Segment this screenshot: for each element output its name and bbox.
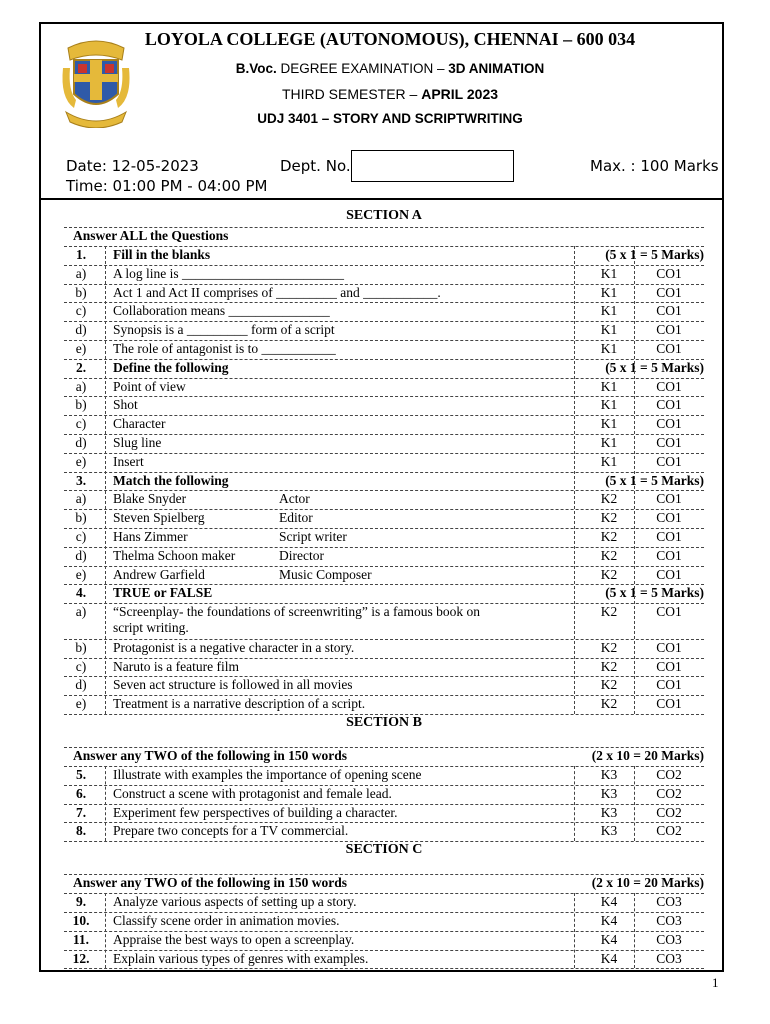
instruction-text: Answer ALL the Questions bbox=[73, 228, 229, 243]
column-rule bbox=[574, 766, 575, 841]
marks-allocation: (2 x 10 = 20 Marks) bbox=[591, 748, 704, 763]
course-outcome: CO2 bbox=[656, 804, 682, 820]
section_c-title: SECTION C bbox=[345, 842, 423, 858]
knowledge-level: K1 bbox=[600, 265, 618, 281]
item-text: Slug line bbox=[113, 435, 162, 450]
item-letter: c) bbox=[75, 658, 87, 674]
question-number: 12. bbox=[72, 950, 90, 966]
course-outcome: CO3 bbox=[656, 913, 682, 928]
item-text: Prepare two concepts for a TV commercial. bbox=[113, 823, 349, 839]
marks-allocation: (5 x 1 = 5 Marks) bbox=[605, 247, 704, 262]
knowledge-level: K1 bbox=[600, 341, 618, 356]
item-text: Collaboration means _______________ bbox=[113, 303, 330, 319]
item-text: Seven act structure is followed in all movies bbox=[113, 677, 353, 693]
knowledge-level: K2 bbox=[600, 639, 618, 655]
question-number: 5. bbox=[75, 767, 87, 782]
page-number: 1 bbox=[712, 975, 719, 990]
knowledge-level: K1 bbox=[600, 322, 618, 338]
question-group-title: Fill in the blanks bbox=[113, 247, 211, 262]
column-rule bbox=[574, 893, 575, 968]
item-letter: a) bbox=[75, 378, 87, 394]
course-outcome: CO1 bbox=[656, 566, 682, 582]
question-number: 11. bbox=[72, 931, 90, 947]
course-outcome: CO3 bbox=[656, 894, 682, 910]
question-number: 8. bbox=[75, 823, 87, 839]
course-outcome: CO1 bbox=[656, 658, 682, 674]
course-title: UDJ 3401 – STORY AND SCRIPTWRITING bbox=[257, 111, 523, 126]
item-text: The role of antagonist is to ___________ bbox=[113, 341, 336, 356]
item-letter: a) bbox=[75, 265, 87, 281]
column-rule bbox=[634, 246, 635, 714]
knowledge-level: K2 bbox=[600, 604, 618, 620]
question-group-title: Match the following bbox=[113, 472, 229, 488]
question-number: 10. bbox=[72, 913, 90, 928]
max-marks: Max. : 100 Marks bbox=[590, 157, 719, 175]
item-text: Hans Zimmer bbox=[113, 529, 188, 544]
knowledge-level: K1 bbox=[600, 397, 618, 413]
course-outcome: CO1 bbox=[656, 510, 682, 526]
knowledge-level: K3 bbox=[600, 785, 618, 801]
marks-allocation: (2 x 10 = 20 Marks) bbox=[591, 875, 704, 891]
knowledge-level: K2 bbox=[600, 491, 618, 507]
question-number: 6. bbox=[75, 785, 87, 801]
course-outcome: CO1 bbox=[656, 696, 682, 712]
knowledge-level: K4 bbox=[600, 931, 618, 947]
question-group-title: Define the following bbox=[113, 359, 229, 375]
course-outcome: CO1 bbox=[656, 604, 682, 620]
instruction-text: Answer any TWO of the following in 150 words bbox=[73, 875, 348, 891]
knowledge-level: K2 bbox=[600, 529, 618, 544]
item-text: Character bbox=[113, 416, 166, 432]
column-rule bbox=[634, 893, 635, 968]
item-letter: b) bbox=[75, 397, 87, 413]
item-text: Protagonist is a negative character in a story. bbox=[113, 639, 355, 655]
instruction-text: Answer any TWO of the following in 150 words bbox=[73, 748, 348, 763]
item-letter: e) bbox=[75, 453, 87, 469]
section_b-title: SECTION B bbox=[346, 715, 422, 730]
item-text: Steven Spielberg bbox=[113, 510, 205, 526]
course-outcome: CO1 bbox=[656, 639, 682, 655]
item-text: Synopsis is a _________ form of a script bbox=[113, 322, 335, 338]
question-number: 2. bbox=[75, 359, 87, 375]
match-option: Director bbox=[279, 547, 324, 563]
question-number: 4. bbox=[75, 585, 87, 601]
course-outcome: CO1 bbox=[656, 303, 682, 319]
header-divider bbox=[39, 198, 724, 200]
knowledge-level: K1 bbox=[600, 453, 618, 469]
course-outcome: CO1 bbox=[656, 284, 682, 300]
column-rule bbox=[634, 766, 635, 841]
exam-time: Time: 01:00 PM - 04:00 PM bbox=[66, 177, 268, 195]
knowledge-level: K1 bbox=[600, 378, 618, 394]
course-outcome: CO1 bbox=[656, 547, 682, 563]
knowledge-level: K2 bbox=[600, 510, 618, 526]
exam-kind: DEGREE EXAMINATION – bbox=[276, 61, 449, 76]
item-letter: c) bbox=[75, 303, 87, 319]
knowledge-level: K3 bbox=[600, 823, 618, 839]
semester-label: THIRD SEMESTER – bbox=[281, 86, 422, 102]
item-letter: b) bbox=[75, 284, 87, 300]
column-rule bbox=[105, 246, 106, 714]
item-letter: c) bbox=[75, 416, 87, 432]
item-letter: a) bbox=[75, 604, 87, 620]
course-outcome: CO3 bbox=[656, 950, 682, 966]
item-text: Insert bbox=[113, 453, 144, 469]
course-outcome: CO1 bbox=[656, 322, 682, 338]
course-outcome: CO1 bbox=[656, 341, 682, 356]
knowledge-level: K2 bbox=[600, 566, 618, 582]
item-letter: b) bbox=[75, 639, 87, 655]
column-rule bbox=[574, 246, 575, 714]
item-text: Experiment few perspectives of building a character. bbox=[113, 804, 398, 820]
item-letter: d) bbox=[75, 322, 87, 338]
knowledge-level: K2 bbox=[600, 696, 618, 712]
item-text: Act 1 and Act II comprises of _________ and ___________. bbox=[113, 284, 441, 300]
item-letter: d) bbox=[75, 547, 87, 563]
item-letter: e) bbox=[75, 341, 87, 356]
item-text: Analyze various aspects of setting up a story. bbox=[113, 894, 357, 910]
question-number: 9. bbox=[75, 894, 87, 910]
knowledge-level: K1 bbox=[600, 284, 618, 300]
question-number: 1. bbox=[75, 247, 87, 262]
course-outcome: CO1 bbox=[656, 435, 682, 450]
item-letter: c) bbox=[75, 529, 87, 544]
exam-program: B.Voc. bbox=[235, 61, 277, 76]
marks-allocation: (5 x 1 = 5 Marks) bbox=[605, 585, 704, 601]
course-outcome: CO1 bbox=[656, 529, 682, 544]
course-outcome: CO1 bbox=[656, 453, 682, 469]
item-text: Blake Snyder bbox=[113, 491, 187, 507]
item-text: Construct a scene with protagonist and female lead. bbox=[113, 785, 392, 801]
marks-allocation: (5 x 1 = 5 Marks) bbox=[605, 472, 704, 488]
knowledge-level: K2 bbox=[600, 658, 618, 674]
item-letter: d) bbox=[75, 435, 87, 450]
marks-allocation: (5 x 1 = 5 Marks) bbox=[605, 359, 704, 375]
knowledge-level: K4 bbox=[600, 950, 618, 966]
item-text: Shot bbox=[113, 397, 138, 413]
course-outcome: CO1 bbox=[656, 265, 682, 281]
match-option: Music Composer bbox=[279, 566, 372, 582]
knowledge-level: K2 bbox=[600, 547, 618, 563]
match-option: Script writer bbox=[279, 529, 347, 544]
knowledge-level: K1 bbox=[600, 303, 618, 319]
exam-title bbox=[110, 61, 670, 77]
course-outcome: CO1 bbox=[656, 397, 682, 413]
course-outcome: CO1 bbox=[656, 677, 682, 693]
column-rule bbox=[105, 893, 106, 968]
course-outcome: CO2 bbox=[656, 823, 682, 839]
course-outcome: CO1 bbox=[656, 416, 682, 432]
semester-line bbox=[110, 86, 670, 102]
knowledge-level: K3 bbox=[600, 804, 618, 820]
item-text-continued: script writing. bbox=[113, 620, 189, 635]
item-text: Appraise the best ways to open a screenplay. bbox=[113, 931, 355, 947]
item-letter: b) bbox=[75, 510, 87, 526]
item-text: Andrew Garfield bbox=[113, 566, 205, 582]
course-outcome: CO2 bbox=[656, 785, 682, 801]
knowledge-level: K3 bbox=[600, 767, 618, 782]
item-text: Explain various types of genres with examples. bbox=[113, 950, 369, 966]
item-text: “Screenplay- the foundations of screenwriting” is a famous book on bbox=[113, 604, 481, 620]
semester-session: APRIL 2023 bbox=[421, 86, 499, 102]
item-text: Classify scene order in animation movies. bbox=[113, 913, 340, 928]
dept-no-input-box[interactable] bbox=[351, 150, 514, 182]
item-text: Thelma Schoon maker bbox=[113, 547, 236, 563]
item-text: Point of view bbox=[113, 378, 186, 394]
knowledge-level: K2 bbox=[600, 677, 618, 693]
question-paper bbox=[64, 208, 704, 970]
item-text: A log line is ________________________ bbox=[113, 265, 345, 281]
knowledge-level: K1 bbox=[600, 435, 618, 450]
dept-no-label: Dept. No. bbox=[280, 157, 351, 175]
question-number: 7. bbox=[75, 804, 87, 820]
course-outcome: CO1 bbox=[656, 491, 682, 507]
item-text: Treatment is a narrative description of a script. bbox=[113, 696, 366, 712]
college-name: LOYOLA COLLEGE (AUTONOMOUS), CHENNAI – 600 034 bbox=[144, 29, 636, 49]
column-rule bbox=[105, 766, 106, 841]
match-option: Editor bbox=[279, 510, 313, 526]
item-text: Naruto is a feature film bbox=[113, 658, 239, 674]
item-text: Illustrate with examples the importance of opening scene bbox=[113, 767, 422, 782]
course-outcome: CO3 bbox=[656, 931, 682, 947]
match-option: Actor bbox=[279, 491, 310, 507]
knowledge-level: K1 bbox=[600, 416, 618, 432]
question-group-title: TRUE or FALSE bbox=[113, 585, 213, 601]
item-letter: d) bbox=[75, 677, 87, 693]
section-a-title: SECTION A bbox=[346, 208, 422, 223]
exam-date: Date: 12-05-2023 bbox=[66, 157, 199, 175]
knowledge-level: K4 bbox=[600, 913, 618, 928]
dashed-rule bbox=[64, 968, 704, 969]
course-outcome: CO2 bbox=[656, 767, 682, 782]
course-outcome: CO1 bbox=[656, 378, 682, 394]
item-letter: a) bbox=[75, 491, 87, 507]
knowledge-level: K4 bbox=[600, 894, 618, 910]
question-number: 3. bbox=[75, 472, 87, 488]
item-letter: e) bbox=[75, 696, 87, 712]
item-letter: e) bbox=[75, 566, 87, 582]
exam-subject: 3D ANIMATION bbox=[448, 61, 545, 76]
